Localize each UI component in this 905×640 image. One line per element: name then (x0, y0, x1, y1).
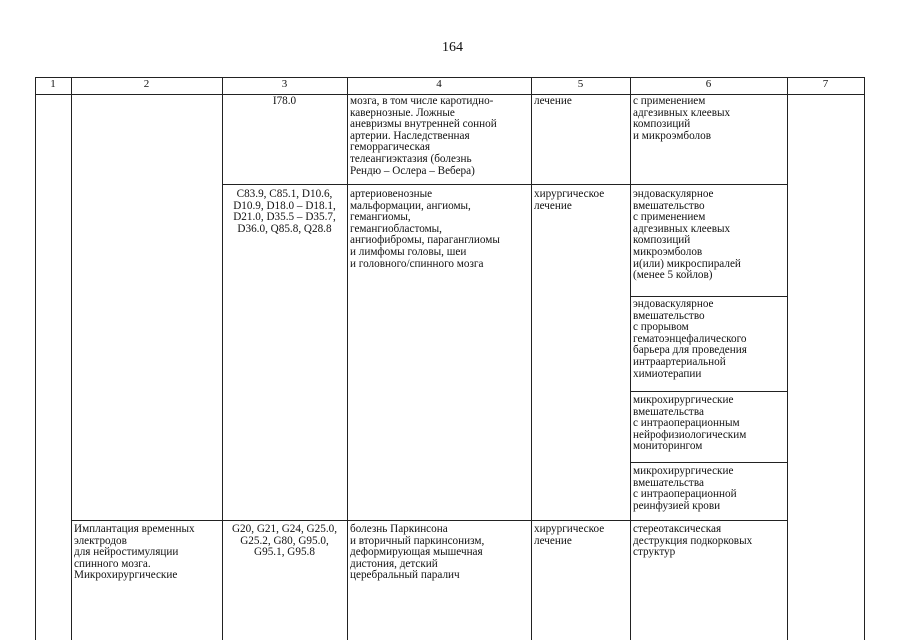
row-border (222, 184, 787, 185)
header-col-6: 6 (705, 78, 712, 90)
header-col-5: 5 (577, 78, 584, 90)
col-border (531, 77, 532, 640)
treatment-type-cell: лечение (534, 95, 572, 107)
header-col-3: 3 (281, 78, 288, 90)
diagnosis-cell: болезнь Паркинсона и вторичный паркинсонизм, деформирующая мышечная дистония, детский церебральный паралич (350, 523, 485, 582)
icd-codes-cell: I78.0 (272, 95, 297, 107)
treatment-method-cell: эндоваскулярное вмешательство с применением адгезивных клеевых композиций микроэмболов и(или) микроспиралей (менее 5 койлов) (633, 188, 741, 282)
icd-codes-cell: C83.9, C85.1, D10.6, D10.9, D18.0 – D18.1, D21.0, D35.5 – D35.7, D36.0, Q85.8, Q28.8 (233, 188, 336, 235)
col-border (787, 77, 788, 640)
treatment-type-cell: хирургическое лечение (534, 188, 605, 212)
treatment-method-cell: с применением адгезивных клеевых композиций и микроэмболов (633, 95, 731, 142)
col-border (347, 77, 348, 640)
treatment-method-cell: микрохирургические вмешательства с интраоперационным нейрофизиологическим мониторингом (633, 394, 747, 453)
treatment-method-cell: стереотаксическая деструкция подкорковых структур (633, 523, 753, 559)
subrow-border (630, 391, 787, 392)
col-border (630, 77, 631, 640)
icd-codes-cell: G20, G21, G24, G25.0, G25.2, G80, G95.0, G95.1, G95.8 (231, 523, 338, 559)
treatment-method-cell: микрохирургические вмешательства с интраоперационной реинфузией крови (633, 465, 737, 512)
care-type-cell: Имплантация временных электродов для нейростимуляции спинного мозга. Микрохирургические (74, 523, 195, 582)
header-col-4: 4 (436, 78, 442, 90)
treatment-method-cell: эндоваскулярное вмешательство с прорывом гематоэнцефалического барьера для проведения интраартериальной химиотерапии (633, 298, 747, 380)
page-number: 164 (442, 40, 463, 55)
col-border (71, 77, 72, 640)
subrow-border (630, 296, 787, 297)
col-border (864, 77, 865, 640)
header-col-7: 7 (822, 78, 829, 90)
col-border (35, 77, 36, 640)
diagnosis-cell: артериовенозные мальформации, ангиомы, гемангиомы, гемангиобластомы, ангиофибромы, параганглиомы и лимфомы головы, шеи и головного/спинного мозга (350, 188, 500, 270)
diagnosis-cell: мозга, в том числе каротидно- кавернозные. Ложные аневризмы внутренней сонной артерии. Наследственная геморрагическая телеангиэктазия (болезнь Рендю – Ослера – Вебера) (350, 95, 497, 177)
medical-procedures-table (35, 77, 865, 640)
header-col-1: 1 (50, 78, 56, 90)
treatment-type-cell: хирургическое лечение (534, 523, 605, 547)
row-border (71, 520, 787, 521)
header-col-2: 2 (143, 78, 150, 90)
subrow-border (630, 462, 787, 463)
